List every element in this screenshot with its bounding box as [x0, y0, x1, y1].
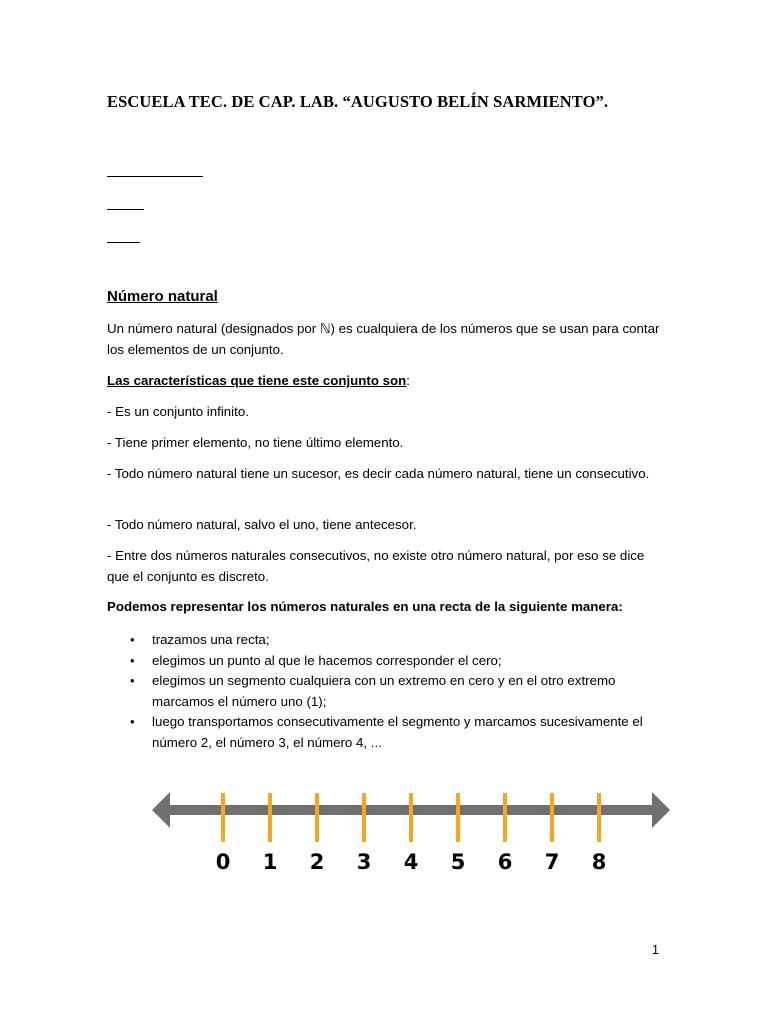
steps-list	[107, 630, 667, 753]
number-line-graphic	[150, 785, 672, 885]
step-text: trazamos una recta;	[152, 632, 270, 647]
bullet-icon: •	[130, 673, 135, 688]
tick-label-1: 1	[262, 850, 278, 874]
intro-paragraph: Un número natural (designados por ℕ) es cualquiera de los números que se usan para contar los elementos de un conjunto.	[107, 321, 660, 357]
tick-label-2: 2	[309, 850, 325, 874]
tick-label-0: 0	[215, 850, 231, 874]
bullet-icon: •	[130, 632, 135, 647]
list-item	[107, 630, 667, 651]
characteristic-item: - Es un conjunto infinito.	[107, 404, 249, 419]
step-text: luego transportamos consecutivamente el segmento y marcamos sucesivamente el número 2, el número 3, el número 4, ...	[152, 714, 643, 750]
page-number: 1	[652, 943, 659, 957]
section-heading: Número natural	[107, 288, 218, 305]
characteristic-item: - Todo número natural, salvo el uno, tiene antecesor.	[107, 517, 417, 532]
characteristics-title-colon: :	[406, 373, 410, 388]
list-item	[107, 712, 667, 753]
tick-label-3: 3	[356, 850, 372, 874]
representation-title: Podemos representar los números naturales en una recta de la siguiente manera:	[107, 599, 623, 614]
tick-label-4: 4	[403, 850, 419, 874]
bullet-icon: •	[130, 652, 135, 668]
characteristic-item: - Entre dos números naturales consecutivos, no existe otro número natural, por eso se dice que el conjunto es discreto.	[107, 548, 645, 584]
tick-label-5: 5	[450, 850, 466, 874]
tick-label-8: 8	[591, 850, 607, 874]
number-line-labels	[216, 850, 607, 874]
step-text: elegimos un punto al que le hacemos corresponder el cero;	[152, 652, 502, 668]
blank-line-name	[107, 176, 203, 177]
school-title: ESCUELA TEC. DE CAP. LAB. “AUGUSTO BELÍN SARMIENTO”.	[107, 92, 609, 111]
blank-line-division	[107, 242, 140, 243]
bullet-icon: •	[130, 714, 135, 729]
list-item	[107, 651, 667, 672]
blank-line-course	[107, 209, 144, 210]
step-text: elegimos un segmento cualquiera con un extremo en cero y en el otro extremo marcamos el número uno (1);	[152, 673, 616, 709]
number-line	[150, 785, 672, 885]
tick-label-6: 6	[497, 850, 513, 874]
characteristic-item: - Todo número natural tiene un sucesor, es decir cada número natural, tiene un consecutivo.	[107, 466, 650, 481]
characteristics-title-text: Las características que tiene este conjunto son	[107, 373, 407, 388]
tick-label-7: 7	[544, 850, 560, 874]
list-item	[107, 671, 667, 712]
characteristic-item: - Tiene primer elemento, no tiene último elemento.	[107, 435, 404, 450]
number-line-ticks	[223, 793, 599, 842]
characteristics-title	[107, 371, 667, 392]
